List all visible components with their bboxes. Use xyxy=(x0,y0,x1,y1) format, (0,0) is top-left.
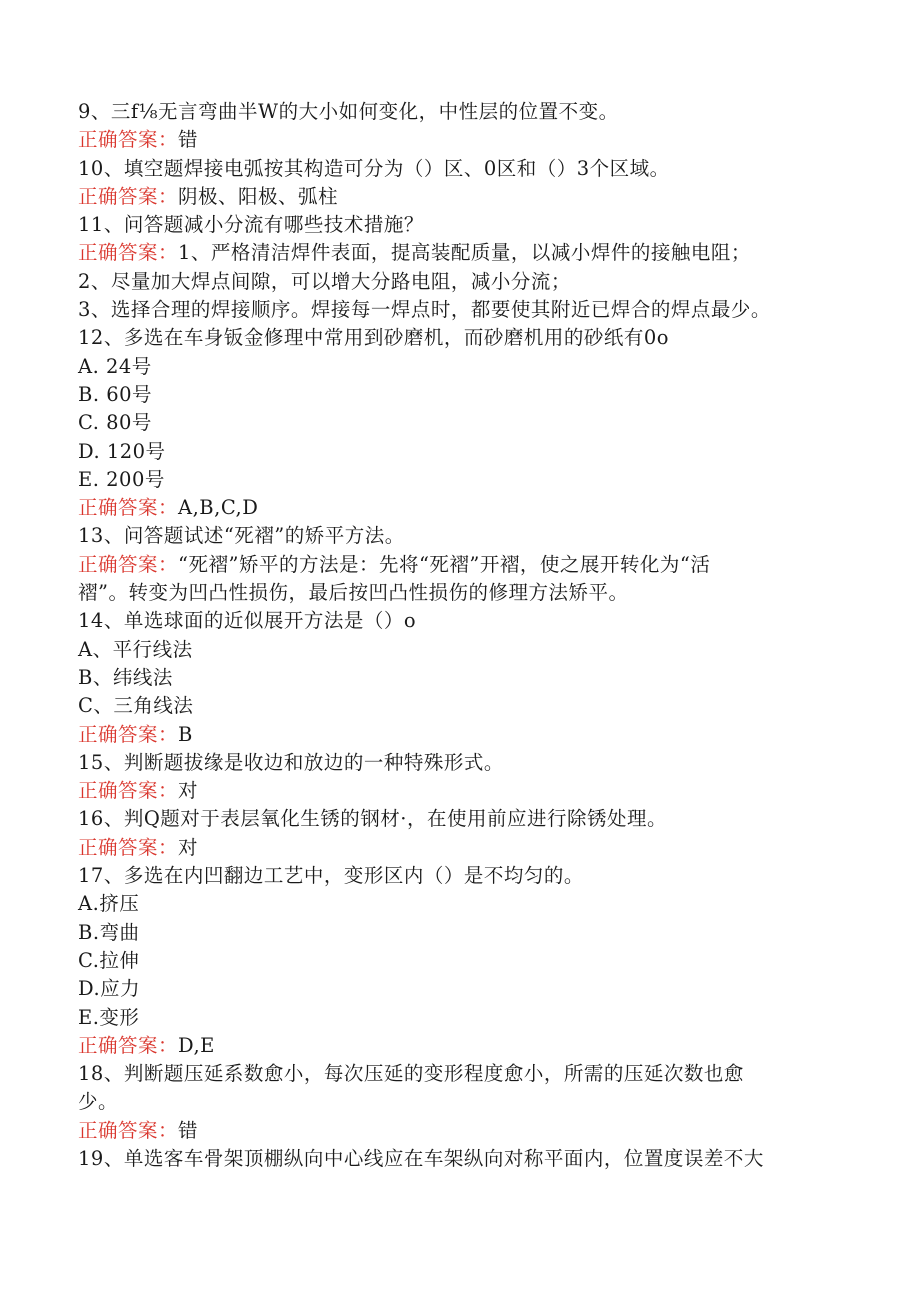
text-line xyxy=(78,975,838,1003)
line-text: E. 200号 xyxy=(78,467,165,491)
text-line xyxy=(78,1004,838,1032)
line-text: 15、判断题拔缘是收边和放边的一种特殊形式。 xyxy=(78,750,504,774)
question-line xyxy=(78,1060,838,1088)
text-line xyxy=(78,353,838,381)
answer-label: 正确答案： xyxy=(78,496,179,520)
text-line xyxy=(78,919,838,947)
question-line xyxy=(78,749,838,777)
answer-label: 正确答案： xyxy=(78,1033,179,1057)
text-line xyxy=(78,636,838,664)
text-line xyxy=(78,296,838,324)
line-text: D. 120号 xyxy=(78,439,166,463)
answer-line xyxy=(78,1032,838,1060)
answer-text: A,B,C,D xyxy=(178,496,259,520)
question-line xyxy=(78,155,838,183)
line-text: B. 60号 xyxy=(78,382,153,406)
line-text: 10、填空题焊接电弧按其构造可分为（）区、0区和（）3个区域。 xyxy=(78,156,670,180)
answer-text: B xyxy=(178,722,193,746)
line-text: C、三角线法 xyxy=(78,694,194,718)
line-text: 3、选择合理的焊接顺序。焊接每一焊点时，都要使其附近已焊合的焊点最少。 xyxy=(78,298,771,322)
answer-label: 正确答案： xyxy=(78,128,179,152)
answer-line xyxy=(78,1117,838,1145)
text-line xyxy=(78,947,838,975)
line-text: 9、三f⅛无言弯曲半W的大小如何变化，中性层的位置不变。 xyxy=(78,100,619,123)
question-line xyxy=(78,211,838,239)
answer-text: “死褶”矫平的方法是：先将“死褶”开褶，使之展开转化为“活 xyxy=(178,552,711,576)
answer-line xyxy=(78,777,838,805)
answer-label: 正确答案： xyxy=(78,184,179,208)
text-line xyxy=(78,664,838,692)
document-page xyxy=(78,98,838,1173)
line-text: C. 80号 xyxy=(78,411,152,435)
line-text: 16、判Q题对于表层氧化生锈的钢材·，在使用前应进行除锈处理。 xyxy=(78,807,667,831)
answer-line xyxy=(78,183,838,211)
line-text: 少。 xyxy=(78,1090,119,1114)
answer-line xyxy=(78,834,838,862)
line-text: 17、多选在内凹翻边工艺中，变形区内（）是不均匀的。 xyxy=(78,864,584,888)
question-line xyxy=(78,805,838,833)
answer-text: 错 xyxy=(178,128,199,152)
answer-label: 正确答案： xyxy=(78,241,179,265)
line-text: B、纬线法 xyxy=(78,665,173,689)
line-text: 14、单选球面的近似展开方法是（）o xyxy=(78,609,417,633)
question-line xyxy=(78,862,838,890)
answer-line xyxy=(78,551,838,579)
answer-label: 正确答案： xyxy=(78,722,179,746)
line-text: 18、判断题压延系数愈小，每次压延的变形程度愈小，所需的压延次数也愈 xyxy=(78,1062,744,1086)
text-line xyxy=(78,381,838,409)
question-line xyxy=(78,1145,838,1173)
answer-label: 正确答案： xyxy=(78,1118,179,1142)
line-text: 11、问答题减小分流有哪些技术措施？ xyxy=(78,213,424,237)
question-line xyxy=(78,522,838,550)
answer-label: 正确答案： xyxy=(78,835,179,859)
text-line xyxy=(78,890,838,918)
line-text: 19、单选客车骨架顶棚纵向中心线应在车架纵向对称平面内，位置度误差不大 xyxy=(78,1146,764,1170)
answer-text: 对 xyxy=(178,835,199,859)
answer-text: 对 xyxy=(178,779,199,803)
question-line xyxy=(78,98,838,126)
answer-label: 正确答案： xyxy=(78,552,179,576)
text-line xyxy=(78,692,838,720)
answer-line xyxy=(78,239,838,267)
text-line xyxy=(78,438,838,466)
line-text: B.弯曲 xyxy=(78,920,140,944)
question-line xyxy=(78,607,838,635)
question-line xyxy=(78,324,838,352)
line-text: 褶”。转变为凹凸性损伤，最后按凹凸性损伤的修理方法矫平。 xyxy=(78,581,629,605)
line-text: A. 24号 xyxy=(78,354,152,378)
answer-line xyxy=(78,494,838,522)
answer-text: 阴极、阳极、弧柱 xyxy=(178,184,339,208)
text-line xyxy=(78,466,838,494)
text-line xyxy=(78,579,838,607)
line-text: A、平行线法 xyxy=(78,637,193,661)
answer-label: 正确答案： xyxy=(78,779,179,803)
text-line xyxy=(78,409,838,437)
line-text: C.拉伸 xyxy=(78,948,140,972)
answer-text: D,E xyxy=(178,1033,215,1057)
answer-line xyxy=(78,721,838,749)
line-text: D.应力 xyxy=(78,977,141,1001)
line-text: 2、尽量加大焊点间隙，可以增大分路电阻，减小分流； xyxy=(78,269,571,293)
answer-text: 错 xyxy=(178,1118,199,1142)
answer-text: 1、严格清洁焊件表面，提高装配质量，以减小焊件的接触电阻； xyxy=(178,241,751,265)
text-line xyxy=(78,1088,838,1116)
line-text: 12、多选在车身钣金修理中常用到砂磨机，而砂磨机用的砂纸有0o xyxy=(78,326,669,350)
line-text: 13、问答题试述“死褶”的矫平方法。 xyxy=(78,524,405,548)
line-text: E.变形 xyxy=(78,1005,140,1029)
line-text: A.挤压 xyxy=(78,892,140,916)
text-line xyxy=(78,268,838,296)
answer-line xyxy=(78,126,838,154)
